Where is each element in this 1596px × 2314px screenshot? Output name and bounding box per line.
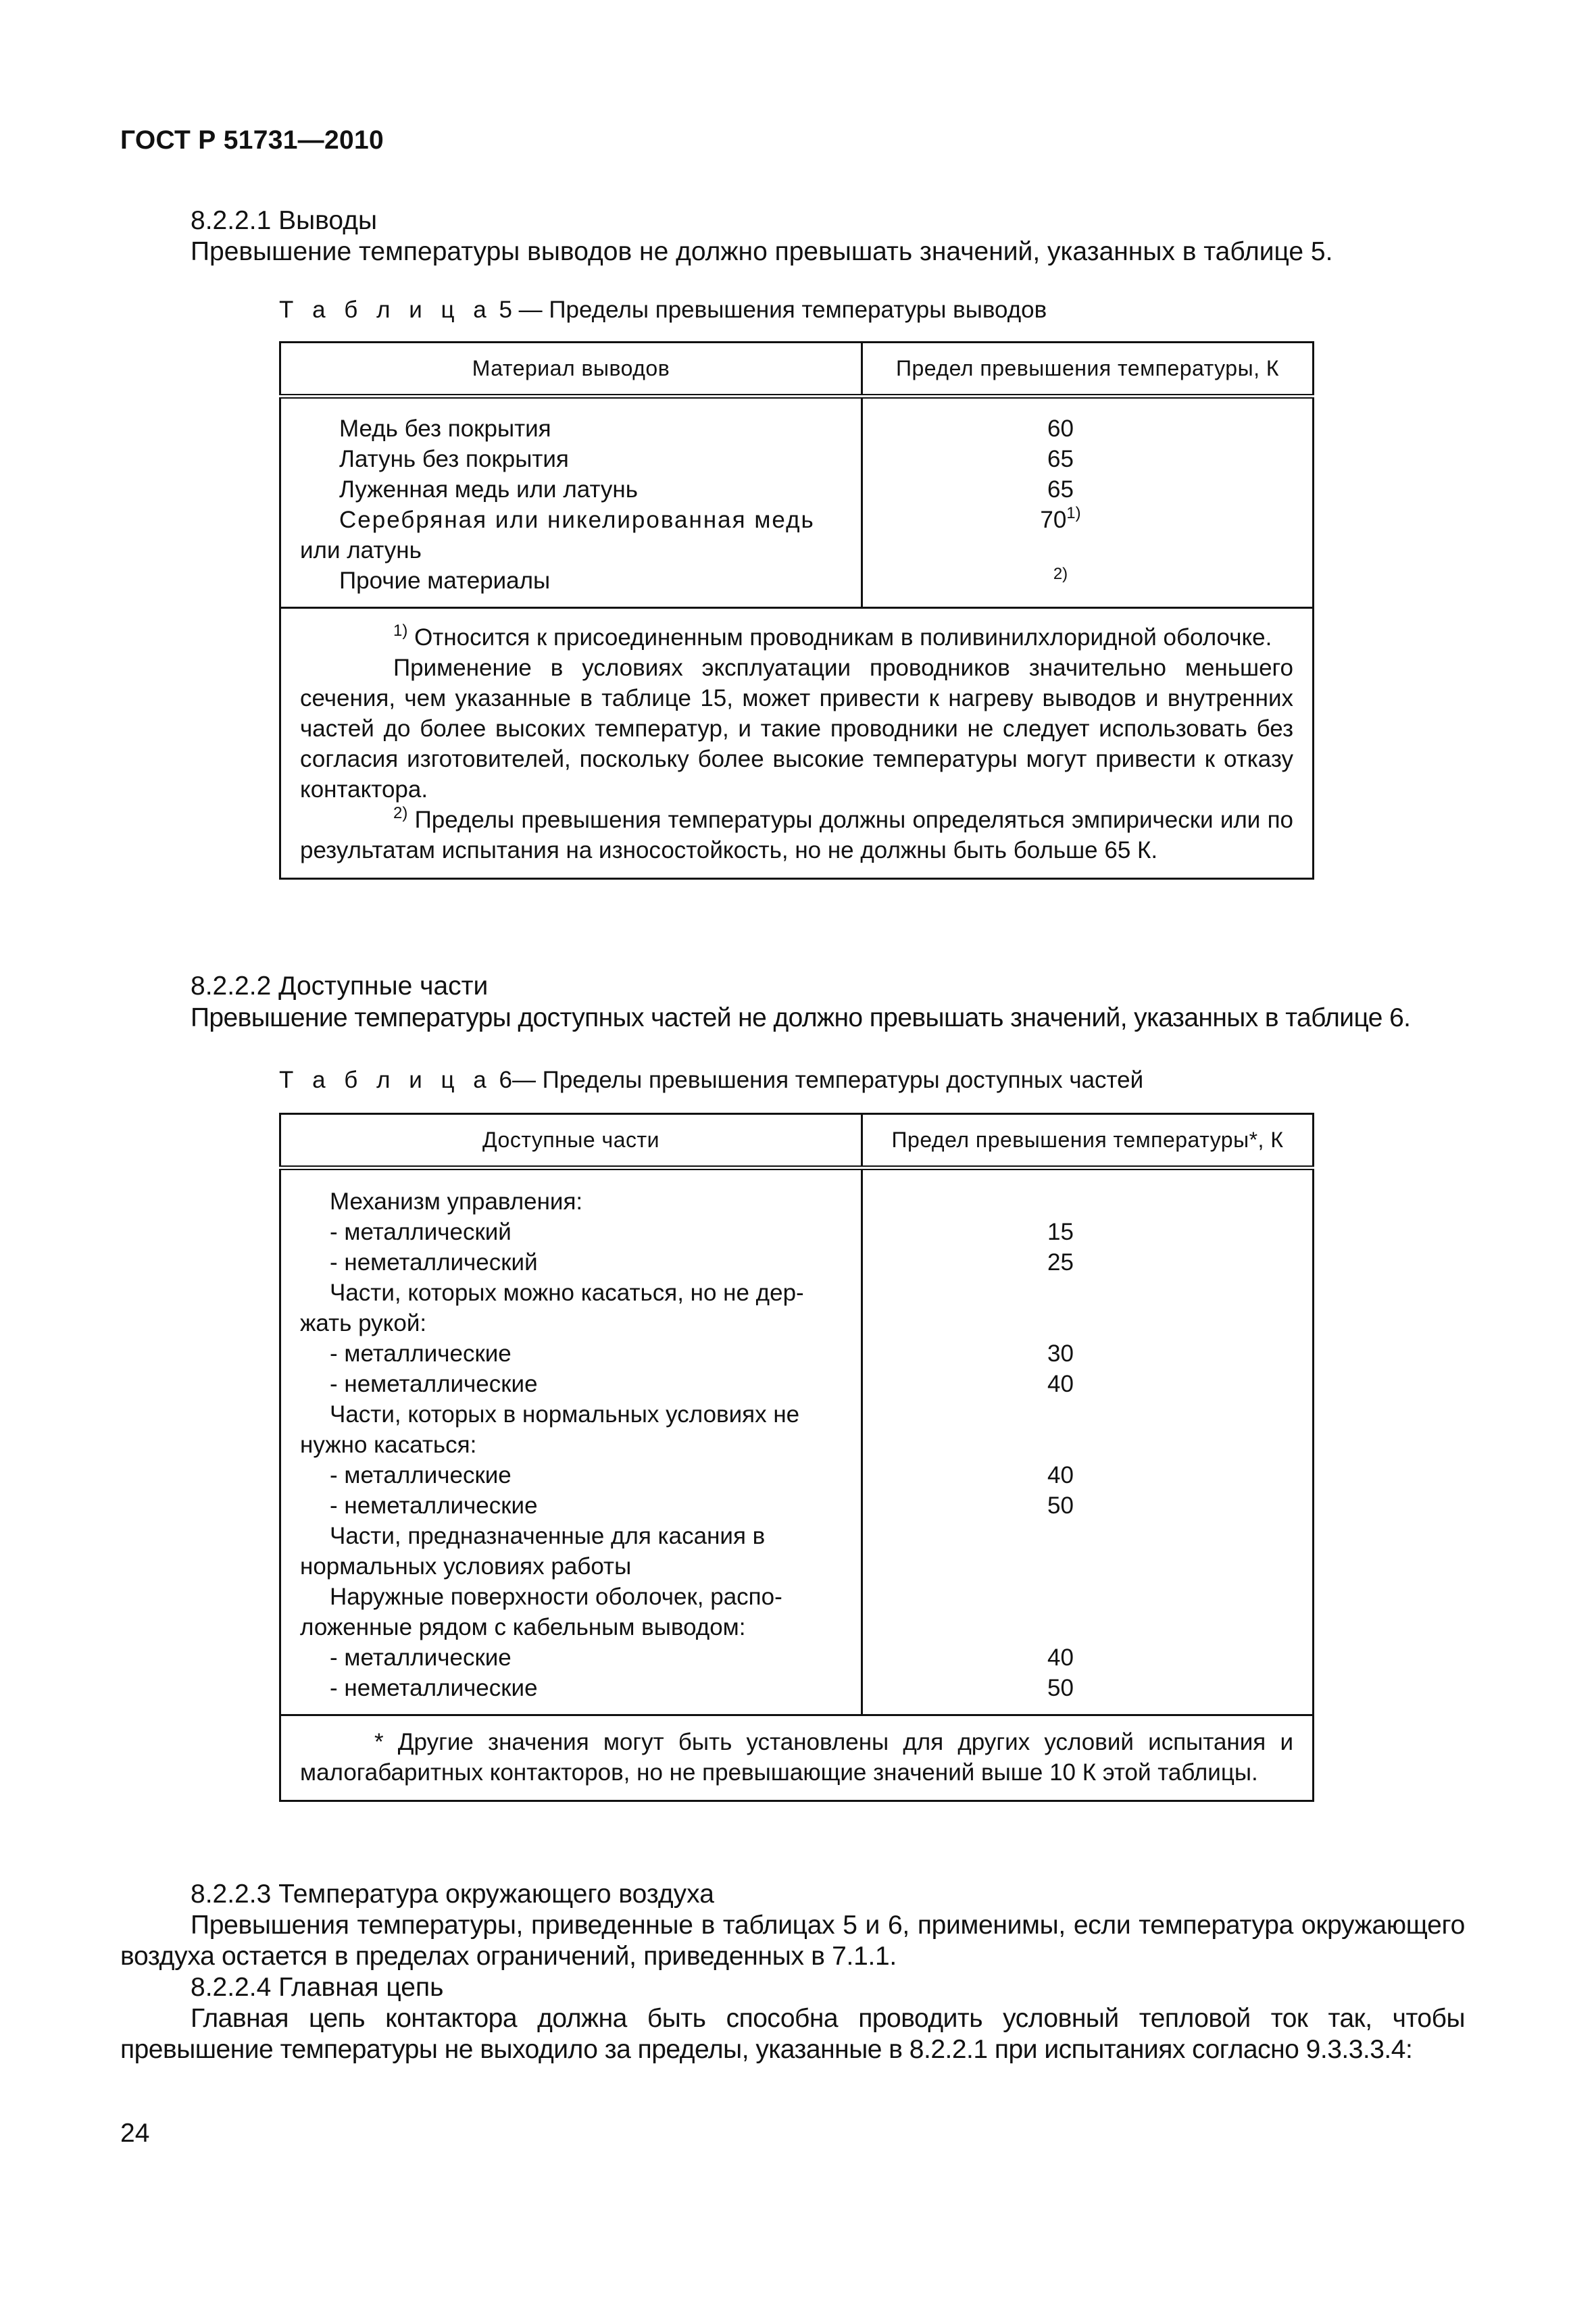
section-8222-heading: 8.2.2.2 Доступные части xyxy=(191,972,489,1001)
table6-part-label: нужно касаться: xyxy=(300,1432,477,1458)
table6-caption xyxy=(279,1066,1143,1095)
table6-part-label: - неметаллические xyxy=(330,1371,538,1397)
table6-part-label: - металлический xyxy=(330,1219,512,1245)
table5-caption xyxy=(279,296,1047,324)
table6-part-label: - неметаллический xyxy=(330,1249,538,1276)
table6-limit: 25 xyxy=(1047,1249,1074,1276)
page-number: 24 xyxy=(120,2119,150,2148)
table6-limit: 40 xyxy=(1047,1371,1074,1397)
table5-limit: 60 xyxy=(1047,416,1074,442)
table6-limit: 40 xyxy=(1047,1462,1074,1488)
table5-caption-label: Т а б л и ц а xyxy=(279,297,493,323)
table6-part-label: Части, которых в нормальных условиях не xyxy=(330,1401,800,1428)
section-8224-heading: 8.2.2.4 Главная цепь xyxy=(191,1973,444,2002)
table6-part-label: - неметаллические xyxy=(330,1492,538,1519)
table6-caption-title: — Пределы превышения температуры доступных частей xyxy=(512,1067,1144,1093)
table6-limit: 40 xyxy=(1047,1644,1074,1671)
table5-material: Медь без покрытия xyxy=(339,416,551,442)
table5-footnote-row xyxy=(280,608,1314,879)
table6-limit xyxy=(863,1582,1258,1612)
table5-limit: 65 xyxy=(1047,446,1074,472)
table5-footnote-1: $^{1)}$ Относится к присоединенным проводникам в поливинилхлоридной оболочке. xyxy=(393,622,1272,651)
table5-material: Серебряная или никелированная медь xyxy=(339,507,815,533)
table6-part-label: - неметаллические xyxy=(330,1675,538,1701)
table6-footnote-row xyxy=(280,1715,1314,1801)
table6-part-label: Наружные поверхности оболочек, распо- xyxy=(330,1584,782,1610)
table5-header-row xyxy=(280,343,1314,397)
table5-material-cont: или латунь xyxy=(300,537,422,563)
table5 xyxy=(279,341,1314,880)
table6-limit xyxy=(863,1612,1258,1642)
table6-part-label: - металлические xyxy=(330,1462,512,1488)
section-8223-heading: 8.2.2.3 Температура окружающего воздуха xyxy=(191,1880,714,1909)
table6-col1-header: Доступные части xyxy=(280,1114,862,1168)
table6-limit: 30 xyxy=(1047,1340,1074,1367)
table5-body-row xyxy=(280,397,1314,608)
table6 xyxy=(279,1113,1314,1802)
table6-limit xyxy=(863,1551,1258,1582)
table6-labels xyxy=(281,1170,861,1714)
section-8221-heading: 8.2.2.1 Выводы xyxy=(191,206,378,235)
section-8223-text: Превышения температуры, приведенные в таблицах 5 и 6, применимы, если температура окружающего воздуха остается в пределах ограничений, приведенных в 7.1.1. xyxy=(120,1911,1465,1971)
table5-footnotes xyxy=(280,608,1314,879)
table6-limit xyxy=(863,1521,1258,1551)
table6-limit xyxy=(863,1186,1258,1217)
section-8222-text: Превышение температуры доступных частей не должно превышать значений, указанных в таблице 6. xyxy=(191,1003,1411,1032)
section-8221-text: Превышение температуры выводов не должно превышать значений, указанных в таблице 5. xyxy=(191,237,1333,266)
table6-limit: 50 xyxy=(1047,1675,1074,1701)
table5-limit: 65 xyxy=(1047,476,1074,503)
table6-col2-header: Предел превышения температуры*, К xyxy=(862,1114,1314,1168)
table6-caption-number: 6 xyxy=(499,1067,512,1093)
table6-caption-label: Т а б л и ц а xyxy=(279,1067,493,1093)
table6-limit xyxy=(863,1278,1258,1308)
table5-limit: 70$^{1)}$ xyxy=(1040,504,1081,533)
table6-part-label: Части, предназначенные для касания в xyxy=(330,1523,766,1549)
table6-part-label: ложенные рядом с кабельным выводом: xyxy=(300,1614,746,1640)
table6-parts-cell xyxy=(280,1168,862,1715)
table5-material: Луженная медь или латунь xyxy=(339,476,638,503)
table6-limit: 15 xyxy=(1047,1219,1074,1245)
table6-part-label: жать рукой: xyxy=(300,1310,427,1336)
table5-footnote-1-cont: Применение в условиях эксплуатации проводников значительно меньшего сечения, чем указанные в таблице 15, может привести к нагреву выводов и внутренних частей до более высоких температур, и такие проводники не следует использовать без согласия изготовителей, поскольку более высокие температуры могут привести к отказу контактора. xyxy=(300,655,1293,803)
table5-caption-title: — Пределы превышения температуры выводов xyxy=(518,297,1047,323)
table5-materials-cell xyxy=(280,397,862,608)
table6-footnote: * Другие значения могут быть установлены для других условий испытания и малогабаритных контакторов, но не превышающие значений выше 10 К этой таблицы. xyxy=(300,1729,1293,1786)
document-code: ГОСТ Р 51731—2010 xyxy=(120,126,384,155)
table5-col2-header: Предел превышения температуры, К xyxy=(862,343,1314,397)
table6-limit xyxy=(863,1399,1258,1430)
footnote-ref: 1) xyxy=(1066,504,1081,522)
table5-footnote-2: $^{2)}$ Пределы превышения температуры должны определяться эмпирически или по результатам испытания на износостойкость, но не должны быть больше 65 К. xyxy=(300,804,1293,863)
table6-limit xyxy=(863,1308,1258,1338)
table6-part-label: - металлические xyxy=(330,1340,512,1367)
table6-limits-cell xyxy=(862,1168,1314,1715)
table6-part-label: - металлические xyxy=(330,1644,512,1671)
table6-header-row xyxy=(280,1114,1314,1168)
table6-body-row xyxy=(280,1168,1314,1715)
footnote-ref: 2) xyxy=(1053,565,1068,583)
table6-footnotes xyxy=(280,1715,1314,1801)
table5-col1-header: Материал выводов xyxy=(280,343,862,397)
table6-part-label: Механизм управления: xyxy=(330,1188,583,1215)
table6-part-label: нормальных условиях работы xyxy=(300,1553,632,1580)
table6-limit xyxy=(863,1430,1258,1460)
table5-limits-cell xyxy=(862,397,1314,608)
table5-limit xyxy=(863,565,1258,596)
table5-caption-number: 5 xyxy=(499,297,512,323)
table6-part-label: Части, которых можно касаться, но не дер- xyxy=(330,1280,804,1306)
table5-material: Латунь без покрытия xyxy=(339,446,569,472)
table5-material: Прочие материалы xyxy=(339,568,551,594)
table6-values xyxy=(863,1170,1312,1703)
table6-limit: 50 xyxy=(1047,1492,1074,1519)
section-8224-text: Главная цепь контактора должна быть способна проводить условный тепловой ток так, чтобы превышение температуры не выходило за пределы, указанные в 8.2.2.1 при испытаниях согласно 9.3.3.3.4: xyxy=(120,2004,1465,2064)
